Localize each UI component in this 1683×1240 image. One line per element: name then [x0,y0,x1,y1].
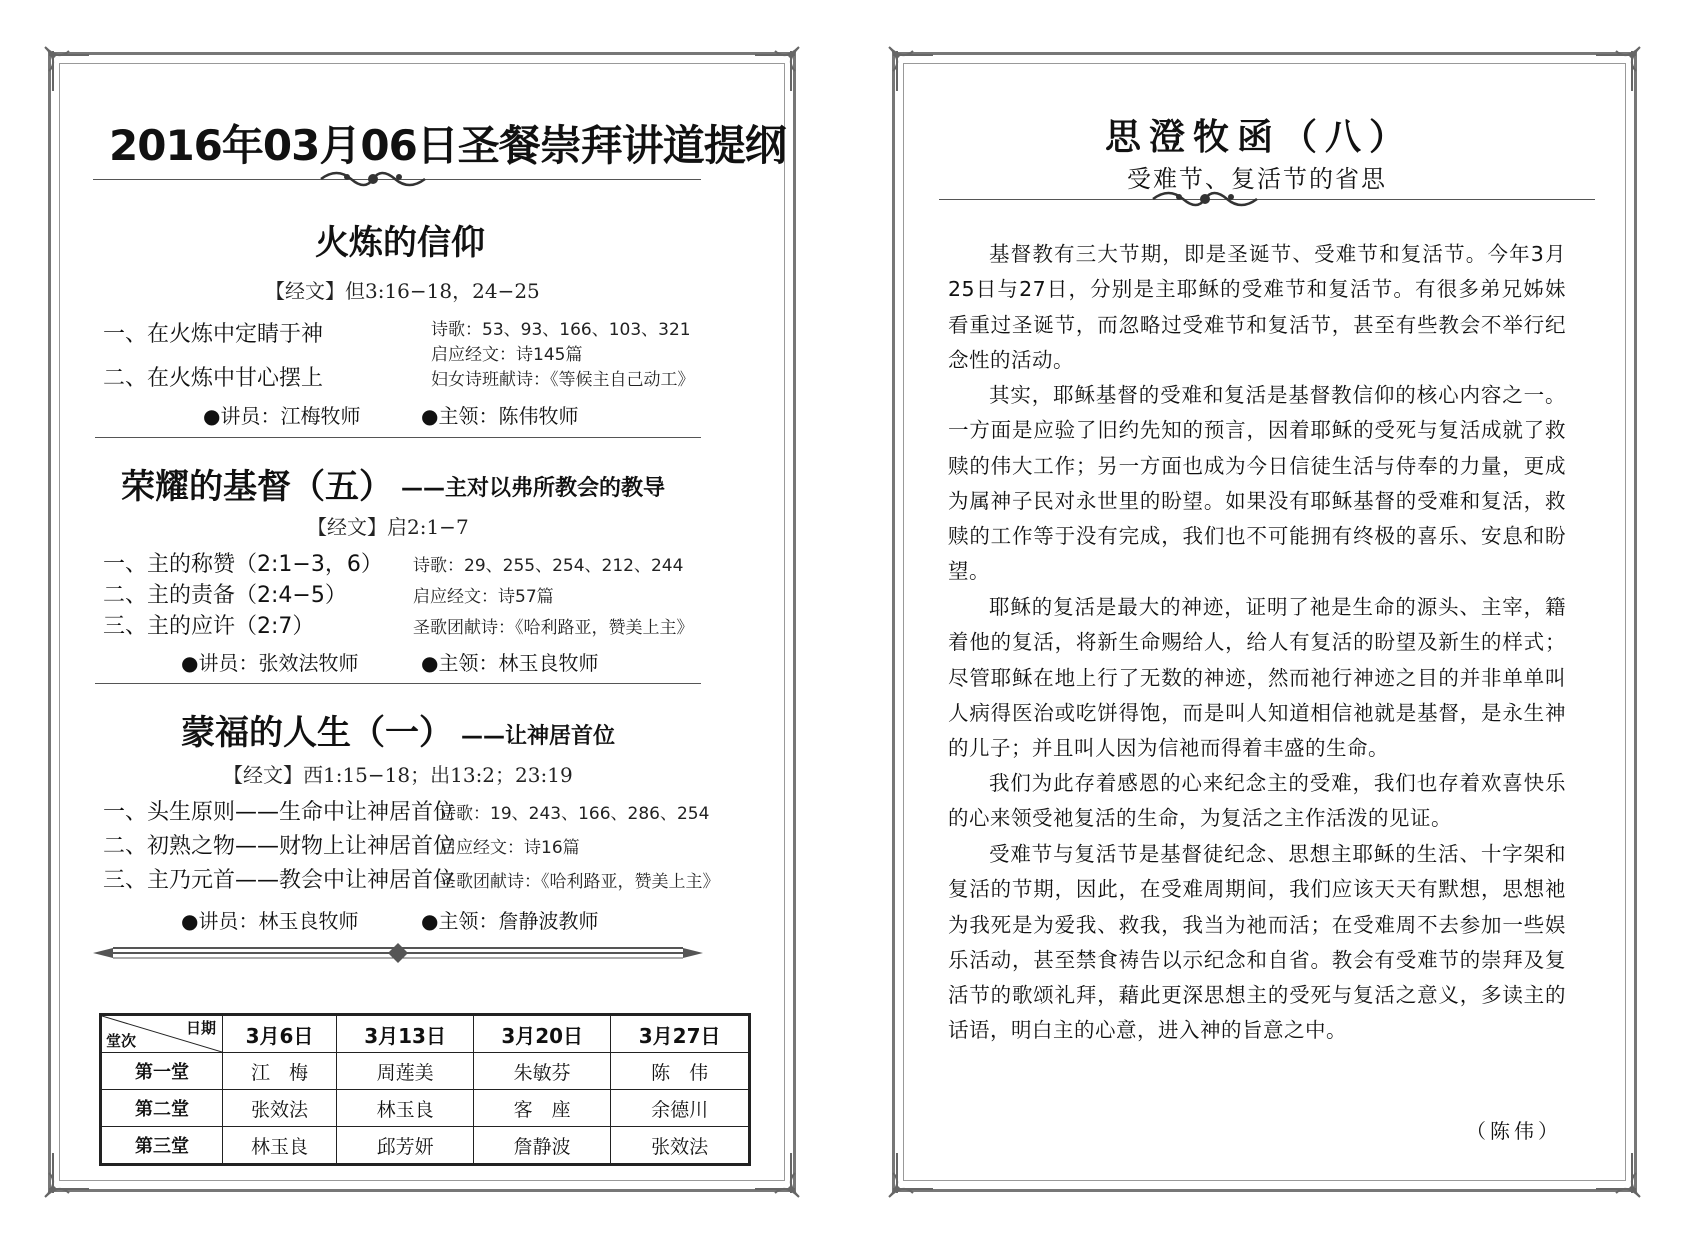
left-page [48,52,796,1192]
table-cell: 詹静波 [474,1127,611,1165]
sermon-3-subtitle: ——让神居首位 [461,724,616,749]
table-cell: 林玉良 [223,1127,337,1165]
sermon-1-scripture: 【经文】但3:16−18，24−25 [265,279,540,303]
paragraph-4: 我们为此存着感恩的心来纪念主的受难，我们也存着欢喜快乐的心来领受祂复活的生命，为复活之主作活泼的见证。 [948,771,1566,831]
service-label: 第三堂 [101,1127,223,1165]
date-header: 3月6日 [223,1015,337,1053]
table-cell: 客 座 [474,1090,611,1127]
sermon-1-responsive: 启应经文：诗145篇 [431,345,583,365]
service-label: 第一堂 [101,1053,223,1090]
date-header: 3月27日 [611,1015,750,1053]
table-cell: 周莲美 [337,1053,474,1090]
sermon-1-point-1: 一、在火炼中定睛于神 [103,322,324,347]
letter-title: 思澄牧函（八） [1105,116,1414,158]
divider [95,683,701,684]
corner-ornament-icon [745,41,805,101]
table-cell: 朱敏芬 [474,1053,611,1090]
sermon-3-point-1: 一、头生原则——生命中让神居首位 [103,800,456,825]
sermon-1-point-2: 二、在火炼中甘心摆上 [103,366,324,391]
sermon-2-point-3: 三、主的应许（2:7） [103,614,315,639]
sermon-2-responsive: 启应经文：诗57篇 [413,587,554,607]
table-row [101,1015,750,1053]
sermon-3-title: 蒙福的人生（一） [181,713,453,753]
schedule-table [99,1013,751,1166]
sermon-2-speaker: ●讲员：张效法牧师 [181,651,359,675]
table-row [101,1053,750,1090]
table-cell: 邱芳妍 [337,1127,474,1165]
letter-subtitle: 受难节、复活节的省思 [1127,165,1387,193]
table-cell: 张效法 [611,1127,750,1165]
sermon-1-hymns: 诗歌：53、93、166、103、321 [431,320,691,340]
author-signature: （陈伟） [1466,1119,1562,1143]
table-row [101,1090,750,1127]
corner-ornament-icon [1586,1143,1646,1203]
sermon-1-leader: ●主领：陈伟牧师 [421,404,579,428]
sermon-3-choir: 圣歌团献诗：《哈利路亚，赞美上主》 [439,872,720,892]
sermon-3-point-2: 二、初熟之物——财物上让神居首位 [103,834,456,859]
paragraph-3: 耶稣的复活是最大的神迹，证明了祂是生命的源头、主宰，籍着他的复活，将新生命赐给人，给人有复活的盼望及新生的样式；尽管耶稣在地上行了无数的神迹，然而祂行神迹之目的并非单单叫人病得医治或吃饼得饱，而是叫人知道相信祂就是基督，是永生神的儿子；并且叫人因为信祂而得着丰盛的生命。 [948,595,1566,761]
right-page [892,52,1637,1192]
corner-ornament-icon [745,1143,805,1203]
service-label: 第二堂 [101,1090,223,1127]
table-cell: 陈 伟 [611,1053,750,1090]
sermon-3-speaker: ●讲员：林玉良牧师 [181,909,359,933]
flourish-ornament-icon [1149,185,1261,217]
flourish-ornament-icon [317,165,429,197]
table-cell: 余德川 [611,1090,750,1127]
table-cell: 江 梅 [223,1053,337,1090]
sermon-3-point-3: 三、主乃元首——教会中让神居首位 [103,868,456,893]
sermon-2-choir: 圣歌团献诗：《哈利路亚，赞美上主》 [413,618,694,638]
sermon-2-title: 荣耀的基督（五） [121,467,393,507]
paragraph-5: 受难节与复活节是基督徒纪念、思想主耶稣的生活、十字架和复活的节期，因此，在受难周期间，我们应该天天有默想，思想祂为我死是为爱我、救我，我当为祂而活；在受难周不去参加一些娱乐活动，甚至禁食祷告以示纪念和自省。教会有受难节的崇拜及复活节的歌颂礼拜，藉此更深思想主的受死与复活之意义，多读主的话语，明白主的心意，进入神的旨意之中。 [948,842,1566,1043]
sermon-2-point-1: 一、主的称赞（2:1−3，6） [103,552,383,577]
sermon-2-subtitle: ——主对以弗所教会的教导 [401,476,666,501]
divider [95,437,701,438]
table-row [101,1127,750,1165]
sermon-3-scripture: 【经文】西1:15−18；出13:2；23:19 [223,763,573,787]
corner-top-label: 日期 [185,1019,216,1037]
sermon-1-speaker: ●讲员：江梅牧师 [203,404,361,428]
divider [939,199,1595,200]
date-header: 3月13日 [337,1015,474,1053]
corner-bottom-label: 堂次 [106,1032,137,1050]
sermon-1-title: 火炼的信仰 [315,223,485,263]
sermon-2-scripture: 【经文】启2:1−7 [307,515,469,539]
sermon-1-choir: 妇女诗班献诗：《等候主自己动工》 [431,370,695,390]
corner-ornament-icon [39,1143,99,1203]
corner-ornament-icon [883,41,943,101]
main-title: 2016年03月06日圣餐崇拜讲道提纲 [109,121,786,170]
sermon-2-hymns: 诗歌：29、255、254、212、244 [413,556,684,576]
paragraph-2: 其实，耶稣基督的受难和复活是基督教信仰的核心内容之一。一方面是应验了旧约先知的预言，因着耶稣的受死与复活成就了救赎的伟大工作；另一方面也成为今日信徒生活与侍奉的力量，更成为属神子民对永世里的盼望。如果没有耶稣基督的受难和复活，救赎的工作等于没有完成，我们也不可能拥有终极的喜乐、安息和盼望。 [948,383,1566,584]
decorative-divider-icon [93,943,703,967]
table-corner-cell [101,1015,223,1053]
corner-ornament-icon [883,1143,943,1203]
corner-ornament-icon [1586,41,1646,101]
sermon-2-point-2: 二、主的责备（2:4−5） [103,583,347,608]
table-cell: 林玉良 [337,1090,474,1127]
date-header: 3月20日 [474,1015,611,1053]
corner-ornament-icon [39,41,99,101]
sermon-3-responsive: 启应经文：诗16篇 [439,838,580,858]
paragraph-1: 基督教有三大节期，即是圣诞节、受难节和复活节。今年3月25日与27日，分别是主耶稣的受难节和复活节。有很多弟兄姊妹看重过圣诞节，而忽略过受难节和复活节，甚至有些教会不举行纪念性的活动。 [948,242,1566,372]
sermon-3-leader: ●主领：詹静波教师 [421,909,599,933]
sermon-2-leader: ●主领：林玉良牧师 [421,651,599,675]
table-cell: 张效法 [223,1090,337,1127]
sermon-3-hymns: 诗歌：19、243、166、286、254 [439,804,710,824]
